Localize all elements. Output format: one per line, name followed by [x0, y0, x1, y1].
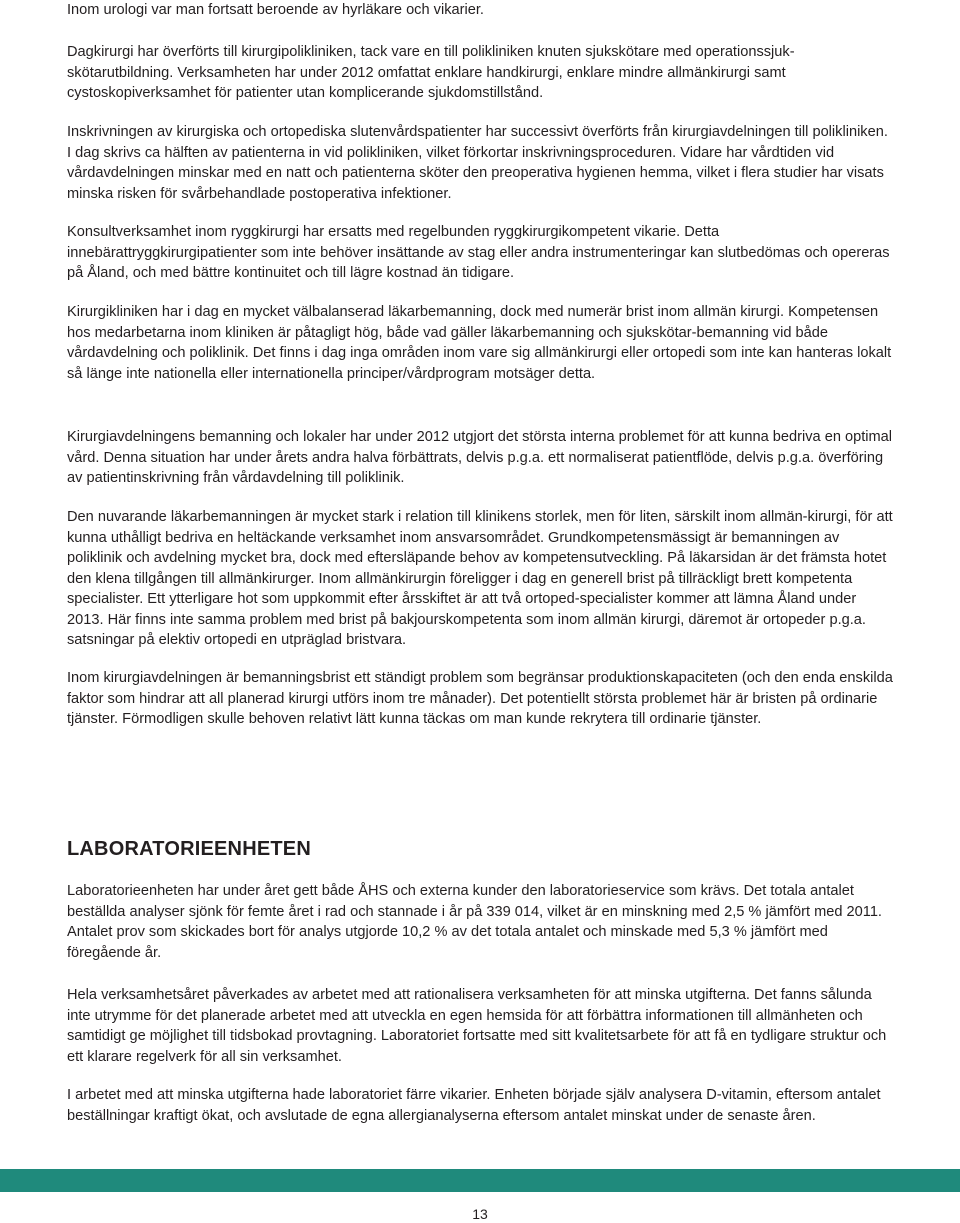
footer-color-bar — [0, 1169, 960, 1192]
paragraph-urologi: Inom urologi var man fortsatt beroende av hyrläkare och vikarier. — [67, 2, 484, 18]
section-heading-laboratorieenheten: LABORATORIEENHETEN — [67, 838, 311, 860]
paragraph-kirurgiavdelningens-bemanning: Kirurgiavdelningens bemanning och lokaler har under 2012 utgjort det största interna problemet för att kunna bedriva en optimal vård. Denna situation har under årets andra halva förbättrats, delvis p.g.a. ett normaliserat patientflöde, delvis p.g.a. överföring av patientinskrivning från vårdavdelning till poliklinik. — [67, 429, 893, 486]
paragraph-lab-vikarier: I arbetet med att minska utgifterna hade laboratoriet färre vikarier. Enheten började själv analysera D-vitamin, eftersom antalet beställningar kraftigt ökat, och avslutade de egna allergianalyserna eftersom antalet minskat under de senaste åren. — [67, 1087, 881, 1124]
page-number: 13 — [472, 1206, 488, 1222]
paragraph-kirurgikliniken: Kirurgikliniken har i dag en mycket välbalanserad läkarbemanning, dock med numerär brist inom allmän kirurgi. Kompetensen hos medarbetarna inom kliniken är påtagligt hög, både vad gäller läkarbemanning och sjukskötar-bemanning vid både vårdavdelning och poliklinik. Det finns i dag inga områden inom vare sig allmänkirurgi eller ortopedi som inte kan hanteras lokalt så länge inte nationella eller internationella principer/vårdprogram motsäger detta. — [67, 304, 892, 382]
paragraph-lab-service: Laboratorieenheten har under året gett både ÅHS och externa kunder den laboratorieservice som krävs. Det totala antalet beställda analyser sjönk för femte året i rad och stannade i år på 339 014, vilket är en minskning med 2,5 % jämfört med 2011. Antalet prov som skickades bort för analys utgjorde 10,2 % av det totala antalet och minskade med 5,3 % jämfört med föregående år. — [67, 883, 882, 961]
paragraph-lab-rationalisera: Hela verksamhetsåret påverkades av arbetet med att rationalisera verksamheten för att minska utgifterna. Det fanns sålunda inte utrymme för det planerade arbetet med att utveckla en egen hemsida för att förbättra informationen till allmänheten och samtidigt ge möjlighet till tidsbokad provtagning. Laboratoriet fortsatte med sitt kvalitetsarbete för att få en tydligare struktur och ett klarare regelverk för all sin verksamhet. — [67, 987, 887, 1065]
paragraph-inskrivningen: Inskrivningen av kirurgiska och ortopediska slutenvårdspatienter har successivt överförts från kirurgiavdelningen till polikliniken. I dag skrivs ca hälften av patienterna in vid polikliniken, vilket förkortar inskrivningsproceduren. Vidare har vårdtiden vid vårdavdelningen minskar med en natt och patienterna sköter den preoperativa hygienen hemma, vilket i flera studier har visats minska risken för svårbehandlade postoperativa infektioner. — [67, 124, 888, 202]
paragraph-bemanningsbrist: Inom kirurgiavdelningen är bemanningsbrist ett ständigt problem som begränsar produktionskapaciteten (och den enda enskilda faktor som hindrar att all planerad kirurgi utförs inom tre månader). Det potentiellt största problemet här är bristen på ordinarie tjänster. Förmodligen skulle behoven relativt lätt kunna täckas om man kunde rekrytera till ordinarie tjänster. — [67, 670, 893, 727]
paragraph-konsultverksamhet: Konsultverksamhet inom ryggkirurgi har ersatts med regelbunden ryggkirurgikompetent vikarie. Detta innebärattryggkirurgipatienter som inte behöver insättande av stag eller andra instrumenteringar kan slutbedömas och opereras på Åland, och med bättre kontinuitet och till lägre kostnad än tidigare. — [67, 224, 890, 281]
paragraph-lakarbemanningen: Den nuvarande läkarbemanningen är mycket stark i relation till klinikens storlek, men för liten, särskilt inom allmän-kirurgi, för att kunna uthålligt bedriva en heltäckande verksamhet inom ansvarsområdet. Grundkompetensmässigt är bemanningen av poliklinik och avdelning mycket bra, dock med eftersläpande behov av kompetensutveckling. På läkarsidan är det främsta hotet den klena tillgången till allmänkirurger. Inom allmänkirurgin föreligger i dag en generell brist på tillräckligt brett kompetenta specialister. Ett ytterligare hot som uppkommit efter årsskiftet är att två ortoped-specialister kommer att lämna Åland under 2013. Här finns inte samma problem med brist på bakjourskompetenta som inom allmän kirurgi, däremot är ortopeder p.g.a. satsningar på elektiv ortopedi en utpräglad bristvara. — [67, 509, 893, 648]
paragraph-dagkirurgi: Dagkirurgi har överförts till kirurgipolikliniken, tack vare en till polikliniken knuten sjukskötare med operationssjuk-skötarutbildning. Verksamheten har under 2012 omfattat enklare handkirurgi, enklare mindre allmänkirurgi samt cystoskopiverksamhet för patienter utan komplicerande sjukdomstillstånd. — [67, 44, 795, 101]
